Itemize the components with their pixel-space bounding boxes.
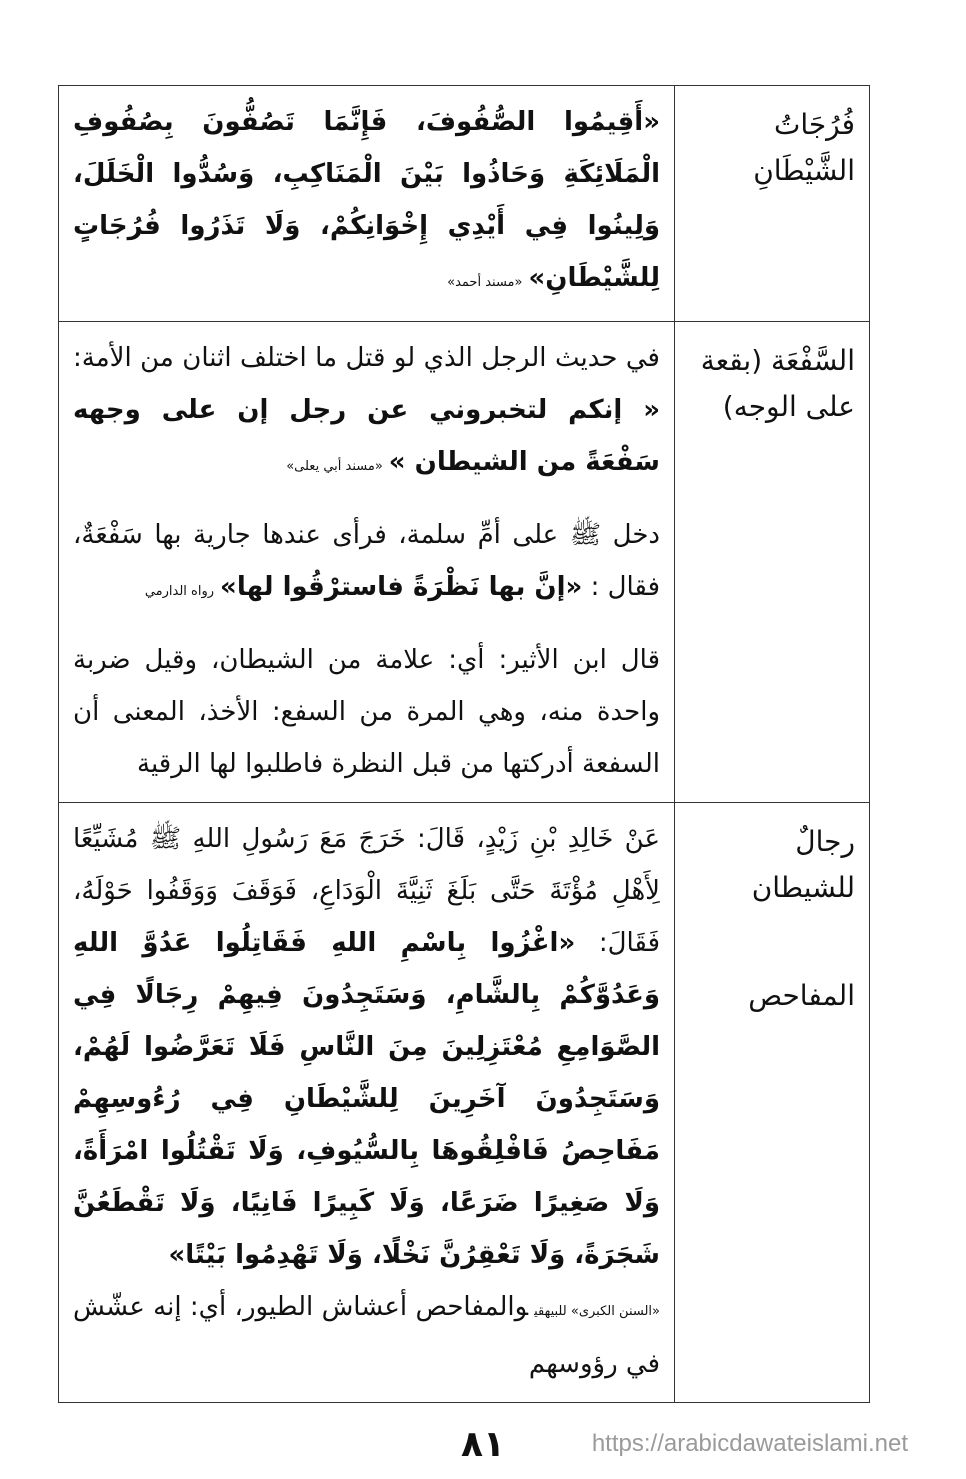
paragraph-text: عَنْ خَالِدِ بْنِ زَيْدٍ، قَالَ: خَرَجَ مَعَ رَسُولِ اللهِ ﷺ مُشَيِّعًا لِأَهْلِ مُؤْتَةَ حَتَّى بَلَغَ ثَنِيَّةَ الْوَدَاعِ، فَوَقَفَ وَوَقَفُوا حَوْلَهُ، فَقَالَ: bbox=[73, 824, 660, 958]
paragraph-text: قال ابن الأثير: أي: علامة من الشيطان، وقيل ضربة واحدة منه، وهي المرة من السفع: الأخذ، المعنى أن السفعة أدركتها من قبل النظرة فاطلبوا لها الرقية bbox=[73, 645, 660, 779]
hadith-paragraph bbox=[73, 813, 660, 1281]
term-cell bbox=[675, 86, 870, 322]
paragraph-text: والمفاحص أعشاش الطيور، أي: إنه عشّش في رؤوسهم bbox=[73, 1292, 660, 1379]
content-cell bbox=[59, 86, 675, 322]
term-cell bbox=[675, 803, 870, 1403]
hadith-quote: « إنكم لتخبروني عن رجل إن على وجهه سَفْعَةً من الشيطان » bbox=[73, 395, 660, 477]
source-citation: «مسند أحمد» bbox=[447, 275, 523, 290]
explanation-paragraph bbox=[73, 1281, 660, 1390]
table-row bbox=[59, 86, 870, 322]
page-number: ٨١ bbox=[461, 1424, 505, 1465]
term-text: السَّفْعَة (بقعة على الوجه) bbox=[700, 344, 855, 423]
term-text: رجالٌ للشيطان bbox=[751, 825, 855, 904]
hadith-paragraph bbox=[73, 509, 660, 618]
hadith-quote: «إنَّ بها نَظْرَةً فاسترْقُوا لها» bbox=[220, 572, 583, 602]
explanation-paragraph bbox=[73, 634, 660, 790]
watermark-url: https://arabicdawateislami.net bbox=[591, 1430, 908, 1457]
content-cell bbox=[59, 322, 675, 803]
content-table bbox=[58, 85, 870, 1403]
paragraph-text: دخل ﷺ على أمِّ سلمة، فرأى عندها جارية بها سَفْعَةٌ، فقال : bbox=[73, 520, 660, 602]
table-row bbox=[59, 803, 870, 1403]
source-citation: «مسند أبي يعلى» bbox=[286, 459, 383, 474]
hadith-paragraph bbox=[73, 332, 660, 493]
term-text: فُرُجَاتُ الشَّيْطَانِ bbox=[753, 108, 855, 187]
hadith-paragraph bbox=[73, 96, 660, 309]
term-cell bbox=[675, 322, 870, 803]
source-citation: رواه الدارمي bbox=[144, 584, 215, 599]
term-text-secondary: المفاحص bbox=[748, 979, 855, 1012]
source-citation: «السنن الكبرى» للبيهقي bbox=[534, 1304, 660, 1319]
hadith-quote: «اغْزُوا بِاسْمِ اللهِ فَقَاتِلُوا عَدُوَّ اللهِ وَعَدُوَّكُمْ بِالشَّامِ، وَسَتَجِدُونَ فِيهِمْ رِجَالًا فِي الصَّوَامِعِ مُعْتَزِلِينَ مِنَ النَّاسِ فَلَا تَعَرَّضُوا لَهُمْ، وَسَتَجِدُونَ آخَرِينَ لِلشَّيْطَانِ فِي رُءُوسِهِمْ مَفَاحِصُ فَافْلِقُوهَا بِالسُّيُوفِ، وَلَا تَقْتُلُوا امْرَأَةً، وَلَا صَغِيرًا ضَرَعًا، وَلَا كَبِيرًا فَانِيًا، وَلَا تَقْطَعُنَّ شَجَرَةً، وَلَا تَعْقِرُنَّ نَخْلًا، وَلَا تَهْدِمُوا بَيْتًا» bbox=[73, 928, 660, 1270]
content-cell bbox=[59, 803, 675, 1403]
table-row bbox=[59, 322, 870, 803]
paragraph-text: في حديث الرجل الذي لو قتل ما اختلف اثنان من الأمة: bbox=[73, 343, 660, 373]
hadith-quote: «أَقِيمُوا الصُّفُوفَ، فَإِنَّمَا تَصُفُّونَ بِصُفُوفِ الْمَلَائِكَةِ وَحَاذُوا بَيْنَ الْمَنَاكِبِ، وَسُدُّوا الْخَلَلَ، وَلِينُوا فِي أَيْدِي إِخْوَانِكُمْ، وَلَا تَذَرُوا فُرُجَاتٍ لِلشَّيْطَانِ» bbox=[73, 107, 660, 293]
